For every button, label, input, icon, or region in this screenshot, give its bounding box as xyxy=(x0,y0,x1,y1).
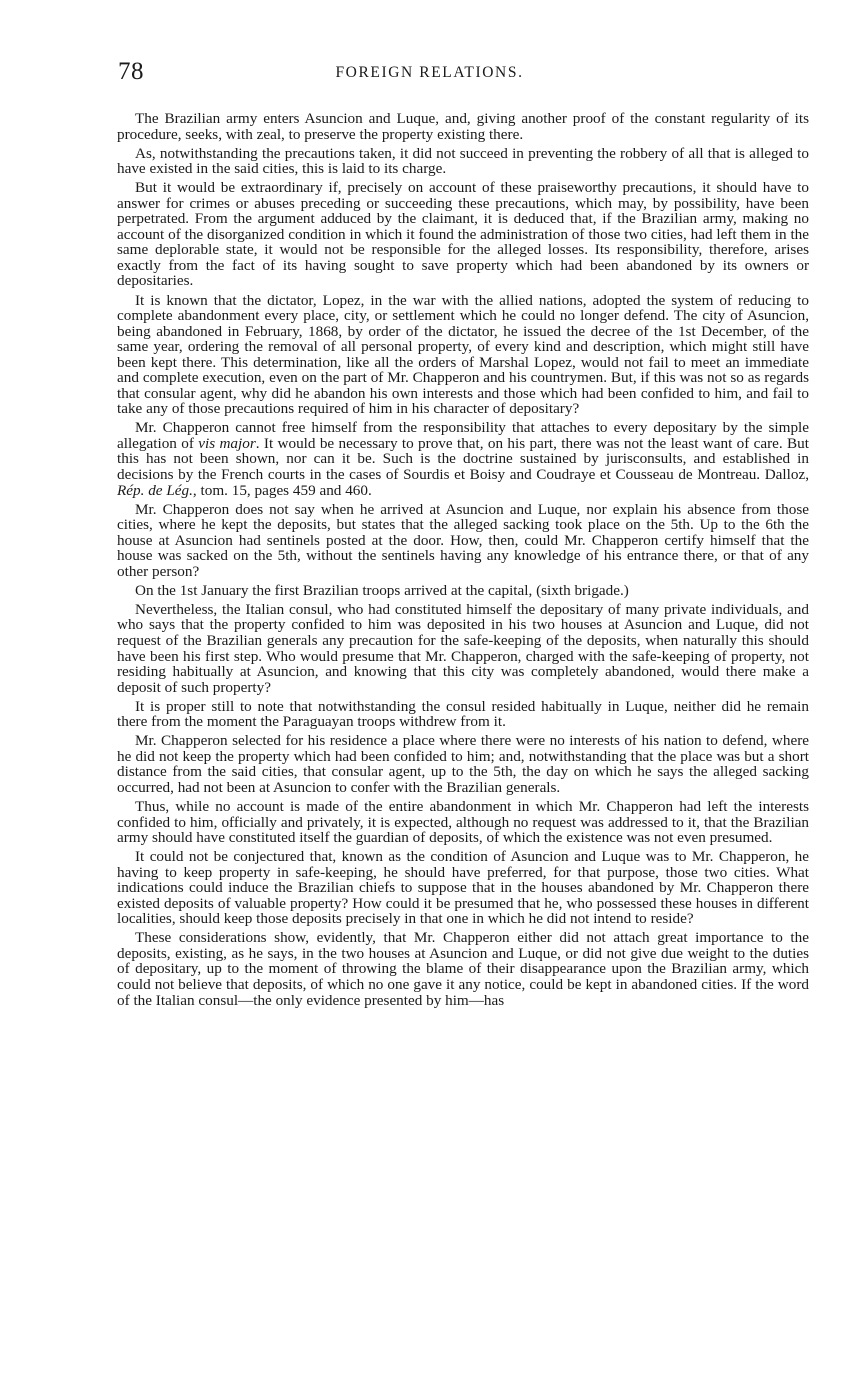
paragraph xyxy=(117,146,809,177)
text-segment: Thus, while no account is made of the entire abandonment in which Mr. Chapperon had left the interests confided to him, officially and privately, it is expected, although no request was addressed to it, that the Brazilian army should have constituted itself the guardian of deposits, of which the existence was not even presumed. xyxy=(117,797,809,847)
paragraph xyxy=(117,799,809,846)
paragraph xyxy=(117,420,809,498)
running-head: FOREIGN RELATIONS. xyxy=(335,64,524,81)
paragraph xyxy=(117,699,809,730)
body-text xyxy=(117,111,809,1008)
text-segment: , tom. 15, pages 459 and 460. xyxy=(192,481,372,499)
paragraph xyxy=(117,849,809,927)
text-segment: The Brazilian army enters Asuncion and Luque, and, giving another proof of the constant regularity of its procedure, seeks, with zeal, to preserve the property existing there. xyxy=(117,110,809,143)
paragraph xyxy=(117,602,809,695)
paragraph xyxy=(117,733,809,795)
text-segment: . It would be necessary to prove that, on his part, there was not the least want of care. But this has not been shown, nor can it be. Such is the doctrine sustained by jurisconsults, and established in decisions by the French courts in the cases of Sourdis et Boisy and Coudraye et Cousseau de Montreau. Dalloz, xyxy=(117,434,809,484)
paragraph xyxy=(117,111,809,142)
paragraph xyxy=(117,930,809,1008)
text-segment: Mr. Chapperon does not say when he arrived at Asuncion and Luque, nor explain his absence from those cities, where he kept the deposits, but states that the alleged sacking took place on the 5th. Up to the 6th the house at Asuncion had sentinels posted at the door. How, then, could Mr. Chapperon certify himself that the house was sacked on the 5th, without the sentinels having any knowledge of his entrance there, or that of any other person? xyxy=(117,500,809,580)
paragraph xyxy=(117,293,809,417)
text-segment: Nevertheless, the Italian consul, who had constituted himself the depositary of many private individuals, and who says that the property confided to him was deposited in his two houses at Asuncion and Luque, did not request of the Brazilian generals any precaution for the safe-keeping of the deposits, when naturally this should have been his first step. Who would presume that Mr. Chapperon, charged with the safe-keeping of property, not residing habitually at Asuncion, and knowing that this city was completely abandoned, would there make a deposit of such property? xyxy=(117,600,809,696)
italic-text: vis major xyxy=(198,434,256,452)
paragraph xyxy=(117,502,809,580)
text-segment: On the 1st January the first Brazilian troops arrived at the capital, (sixth brigade.) xyxy=(135,581,629,599)
paragraph xyxy=(117,583,809,599)
text-segment: But it would be extraordinary if, precisely on account of these praiseworthy precautions, it should have to answer for crimes or abuses preceding or succeeding these precautions, which may, by possibility, have been perpetrated. From the argument adduced by the claimant, it is deduced that, if the Brazilian army, making no account of the disorganized condition in which it found the administration of those two cities, had left them in the same deplorable state, it would not be responsible for the alleged losses. Its responsibility, therefore, arises exactly from the fact of its having sought to save property which had been abandoned by its owners or depositaries. xyxy=(117,179,809,290)
text-segment: These considerations show, evidently, that Mr. Chapperon either did not attach great importance to the deposits, existing, as he says, in the two houses at Asuncion and Luque, or did not give due weight to the duties of depositary, up to the moment of throwing the blame of their disappearance upon the Brazilian army, which could not believe that deposits, of which no one gave it any notice, could be kept in abandoned cities. If the word of the Italian consul—the only evidence presented by him—has xyxy=(117,929,809,1009)
text-segment: It is known that the dictator, Lopez, in the war with the allied nations, adopted the system of reducing to complete abandonment every place, city, or settlement which he could no longer defend. The city of Asuncion, being abandoned in February, 1868, by order of the dictator, he issued the decree of the 1st December, of the same year, ordering the removal of all personal property, of every kind and description, which might still have been kept there. This determination, like all the orders of Marshal Lopez, would not fail to meet an immediate and complete execution, even on the part of Mr. Chapperon and his countrymen. But, if this was not so as regards that consular agent, why did he abandon his own interests and those which had been confided to him, and fail to take any of those precautions required of him in his character of depositary? xyxy=(117,291,809,418)
text-segment: Mr. Chapperon cannot free himself from the responsibility that attaches to every depositary by the simple allegation of xyxy=(117,419,809,452)
text-segment: It could not be conjectured that, known as the condition of Asuncion and Luque was to Mr. Chapperon, he having to keep property in safe-keeping, he should have preferred, for that purpose, those two cities. What indications could induce the Brazilian chiefs to suppose that in the houses abandoned by Mr. Chapperon there existed deposits of valuable property? How could it be presumed that he, who possessed these houses in different localities, should keep those deposits precisely in that one in which he did not intend to reside? xyxy=(117,848,809,928)
text-segment: As, notwithstanding the precautions taken, it did not succeed in preventing the robbery of all that is alleged to have existed in the said cities, this is laid to its charge. xyxy=(117,144,809,178)
text-segment: It is proper still to note that notwithstanding the consul resided habitually in Luque, neither did he remain there from the moment the Paraguayan troops withdrew from it. xyxy=(117,697,809,731)
page-number: 78 xyxy=(118,58,144,85)
italic-text: Rép. de Lég. xyxy=(117,481,193,499)
paragraph xyxy=(117,180,809,289)
text-segment: Mr. Chapperon selected for his residence a place where there were no interests of his nation to defend, where he did not keep the property which had been confided to him; and, notwithstanding that the place was but a short distance from the said cities, that consular agent, up to the 5th, the day on which he says the alleged sacking occurred, had not been at Asuncion to confer with the Brazilian generals. xyxy=(117,732,809,796)
